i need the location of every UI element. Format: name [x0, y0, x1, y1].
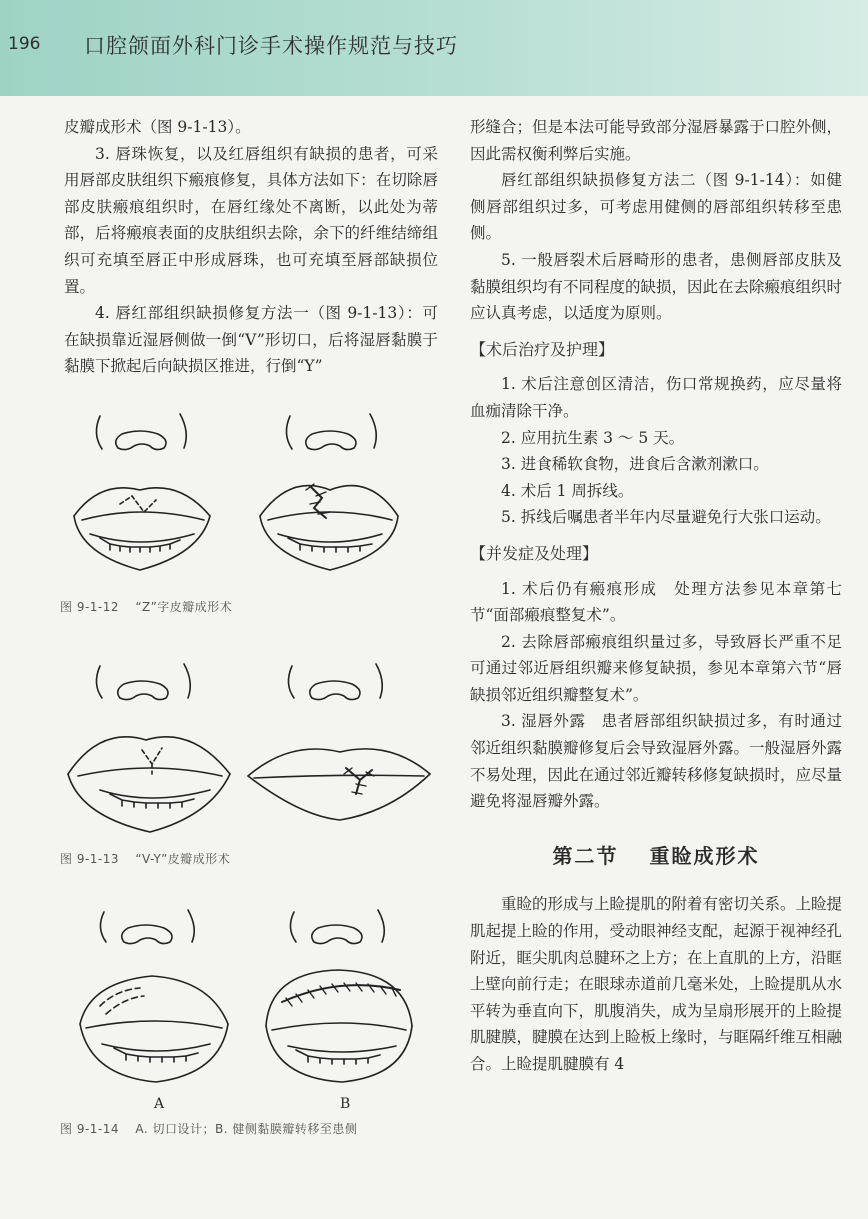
sub-label-b: B — [340, 1096, 351, 1112]
paragraph: 5. 一般唇裂术后唇畸形的患者，患侧唇部皮肤及黏膜组织均有不同程度的缺损，因此在去除瘢痕组织时应认真考虑，以适度为原则。 — [470, 250, 843, 323]
face-a — [80, 910, 228, 1082]
paragraph: 唇红部组织缺损修复方法二（图 9-1-14）：如健侧唇部组织过多，可考虑用健侧的唇部组织转移至患侧。 — [470, 171, 842, 243]
list-item: 5. 拆线后嘱患者半年内尽量避免行大张口运动。 — [501, 508, 831, 527]
postop-heading: 【术后治疗及护理】 — [470, 339, 615, 359]
sub-label-a: A — [154, 1096, 165, 1112]
list-item: 1. 术后注意创区清洁，伤口常规换药，应尽量将血痂清除干净。 — [470, 375, 842, 420]
figure-caption — [60, 1120, 442, 1137]
mucosal-flap-illustration — [60, 906, 442, 1096]
page-number: 196 — [8, 34, 41, 54]
figure-9-1-12 — [60, 404, 442, 615]
paragraph: 皮瓣成形术（图 9-1-13）。 — [64, 118, 251, 136]
z-plasty-illustration — [60, 404, 442, 594]
paragraph: 4. 唇红部组织缺损修复方法一（图 9-1-13）：可在缺损靠近湿唇侧做一倒“V”形切口，后将湿唇黏膜于黏膜下掀起后向缺损区推进，行倒“Y” — [64, 304, 438, 376]
list-item: 2. 去除唇部瘢痕组织量过多，导致唇长严重不足 可通过邻近唇组织瓣来修复缺损，参见本章第六节“唇缺损邻近组织瓣整复术”。 — [470, 632, 858, 704]
figure-caption-text: A. 切口设计；B. 健侧黏膜瓣转移至患侧 — [135, 1122, 358, 1136]
section-label: 第二节 — [552, 843, 619, 868]
list-item: 3. 湿唇外露 患者唇部组织缺损过多，有时通过邻近组织黏膜瓣修复后会导致湿唇外露。一般湿唇外露不易处理，因此在通过邻近瓣转移修复缺损时，应尽量避免将湿唇瓣外露。 — [470, 712, 843, 811]
right-column — [470, 114, 858, 1078]
v-y-plasty-illustration — [60, 656, 442, 846]
list-item: 4. 术后 1 周拆线。 — [501, 481, 634, 500]
figure-9-1-13 — [60, 656, 442, 867]
book-title: 口腔颌面外科门诊手术操作规范与技巧 — [84, 34, 458, 58]
face-left — [74, 414, 210, 570]
paragraph: 3. 唇珠恢复，以及红唇组织有缺损的患者，可采用唇部皮肤组织下瘢痕修复，具体方法如下：在切除唇部皮肤瘢痕组织时，在唇红缘处不离断，以此处为蒂部，后将瘢痕表面的皮肤组织去除，余下的纤维结缔组织可充填至唇正中形成唇珠，也可充填至唇部缺损位置。 — [64, 144, 438, 296]
figure-caption — [60, 850, 442, 867]
list-item: 2. 应用抗生素 3 ～ 5 天。 — [501, 428, 685, 447]
figure-number: 图 9-1-14 — [60, 1122, 120, 1136]
complication-heading: 【并发症及处理】 — [470, 543, 599, 563]
face-left — [68, 664, 230, 832]
paragraph: 形缝合；但是本法可能导致部分湿唇暴露于口腔外侧，因此需权衡利弊后实施。 — [470, 118, 843, 163]
figure-caption — [60, 598, 442, 615]
left-column — [64, 114, 438, 380]
face-right — [248, 664, 430, 820]
figure-9-1-14 — [60, 906, 442, 1137]
list-item: 3. 进食稀软食物，进食后含漱剂漱口。 — [501, 455, 769, 474]
paragraph: 重睑的形成与上睑提肌的附着有密切关系。上睑提肌起提上睑的作用，受动眼神经支配，起源于视神经孔附近，眶尖肌肉总腱环之上方；在上直肌的上方，沿眶上壁向前行走；在眼球赤道前几毫米处，上睑提肌从水平转为垂直向下，肌腹消失，成为呈扇形展开的上睑提肌腱膜，腱膜在达到上睑板上缘时，与眶隔纤维互相融合。上睑提肌腱膜有 4 — [470, 895, 843, 1073]
section-title-text: 重睑成形术 — [649, 843, 760, 868]
figure-number: 图 9-1-13 — [60, 852, 120, 866]
page-header — [0, 0, 868, 96]
figure-number: 图 9-1-12 — [60, 600, 120, 614]
face-b — [266, 910, 412, 1082]
face-right — [260, 414, 398, 570]
figure-sub-labels — [60, 1096, 442, 1116]
list-item: 1. 术后仍有瘢痕形成 处理方法参见本章第七节“面部瘢痕整复术”。 — [470, 579, 842, 625]
figure-caption-text: “V-Y”皮瓣成形术 — [135, 852, 231, 866]
figure-caption-text: “Z”字皮瓣成形术 — [135, 600, 233, 614]
section-title — [470, 843, 842, 870]
